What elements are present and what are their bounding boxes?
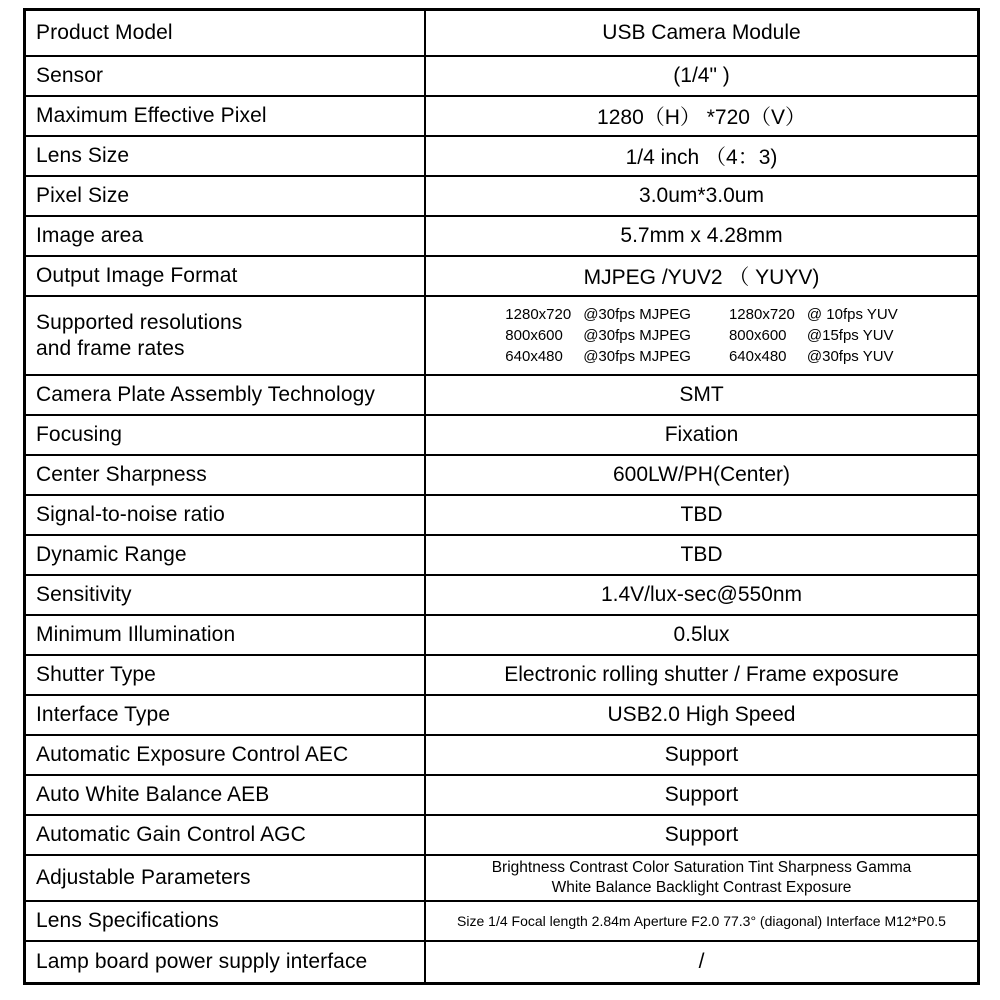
row-value-text: Support	[664, 823, 739, 846]
row-value-line: White Balance Backlight Contrast Exposure	[551, 879, 852, 896]
row-value-text: TBD	[680, 503, 723, 526]
row-label-text: Image area	[36, 224, 144, 248]
row-value	[426, 856, 977, 900]
row-value-text: SMT	[679, 383, 724, 406]
row-label	[26, 616, 426, 654]
row-label	[26, 536, 426, 574]
row-label-text: Sensor	[36, 64, 104, 88]
framerate-format-value: @30fps YUV	[806, 347, 894, 365]
row-value	[426, 137, 977, 175]
table-row	[26, 902, 977, 942]
table-row	[26, 177, 977, 217]
framerate-format-value: @ 10fps YUV	[806, 305, 898, 323]
row-value	[426, 456, 977, 494]
row-label-text: Lens Specifications	[36, 909, 219, 933]
row-value	[426, 297, 977, 374]
row-value	[426, 816, 977, 854]
row-label	[26, 496, 426, 534]
table-row	[26, 656, 977, 696]
row-value	[426, 217, 977, 255]
table-row	[26, 257, 977, 297]
framerate-format-value: @30fps MJPEG	[583, 326, 691, 344]
table-row	[26, 376, 977, 416]
row-label-text: Automatic Gain Control AGC	[36, 823, 306, 847]
row-label-text: Lamp board power supply interface	[36, 950, 368, 974]
row-label-text: Adjustable Parameters	[36, 866, 251, 890]
row-value-text: Fixation	[664, 423, 739, 446]
row-value	[426, 576, 977, 614]
row-label	[26, 736, 426, 774]
table-row	[26, 456, 977, 496]
row-value-text: (1/4" )	[673, 64, 730, 87]
table-row	[26, 856, 977, 902]
table-row	[26, 496, 977, 536]
row-value-text: 1.4V/lux-sec@550nm	[600, 583, 803, 606]
row-value-text: Electronic rolling shutter / Frame exposure	[504, 663, 899, 686]
row-value	[426, 656, 977, 694]
resolutions-yuv-group	[729, 306, 898, 366]
resolution-value: 1280x720	[505, 305, 572, 323]
row-value	[426, 496, 977, 534]
row-label-text: Minimum Illumination	[36, 623, 236, 647]
table-row	[26, 576, 977, 616]
resolution-value: 1280x720	[728, 305, 795, 323]
row-value	[426, 736, 977, 774]
row-value	[426, 536, 977, 574]
row-label	[26, 416, 426, 454]
resolutions-wrap	[430, 306, 973, 366]
row-value	[426, 57, 977, 95]
row-label	[26, 97, 426, 135]
framerate-format-value: @30fps MJPEG	[583, 305, 691, 323]
table-row	[26, 137, 977, 177]
table-row	[26, 536, 977, 576]
row-label	[26, 57, 426, 95]
row-label	[26, 456, 426, 494]
table-row	[26, 942, 977, 982]
row-label	[26, 217, 426, 255]
spec-table	[23, 8, 980, 985]
row-value	[426, 902, 977, 940]
row-value-text: Size 1/4 Focal length 2.84m Aperture F2.0 77.3° (diagonal) Interface M12*P0.5	[457, 913, 946, 929]
row-value	[426, 696, 977, 734]
row-label	[26, 856, 426, 900]
row-value	[426, 177, 977, 215]
row-value	[426, 257, 977, 295]
row-value-text: Support	[664, 743, 739, 766]
row-label-line: Supported resolutions	[36, 310, 243, 334]
row-value-text: /	[698, 950, 705, 973]
row-value-text: 600LW/PH(Center)	[612, 463, 790, 486]
row-value	[426, 11, 977, 55]
row-label	[26, 942, 426, 982]
row-value-text: TBD	[680, 543, 723, 566]
row-label-text: Lens Size	[36, 144, 130, 168]
row-label-text: Output Image Format	[36, 264, 238, 288]
row-label	[26, 696, 426, 734]
row-label	[26, 177, 426, 215]
row-label	[26, 816, 426, 854]
row-label-text: Auto White Balance AEB	[36, 783, 270, 807]
row-value-text: 0.5lux	[673, 623, 730, 646]
resolution-value: 640x480	[728, 347, 787, 365]
row-value	[426, 616, 977, 654]
row-value-text: MJPEG /YUV2 （ YUYV)	[583, 266, 820, 289]
row-value	[426, 776, 977, 814]
table-row	[26, 11, 977, 57]
row-label-text: Dynamic Range	[36, 543, 187, 567]
resolution-value: 800x600	[505, 326, 563, 344]
row-value-line: Brightness Contrast Color Saturation Tint Sharpness Gamma	[491, 858, 912, 876]
table-row	[26, 696, 977, 736]
row-label-text: Camera Plate Assembly Technology	[36, 383, 375, 407]
row-label	[26, 576, 426, 614]
row-label-text: Interface Type	[36, 703, 171, 727]
row-label-text: Maximum Effective Pixel	[36, 104, 267, 128]
resolution-value: 640x480	[505, 347, 563, 365]
row-label	[26, 902, 426, 940]
row-value-text: Support	[664, 783, 739, 806]
row-value-text: 1280（H） *720（V）	[597, 106, 806, 129]
row-label	[26, 656, 426, 694]
table-row	[26, 816, 977, 856]
row-label-line: and frame rates	[36, 336, 185, 360]
row-label-text: Sensitivity	[36, 583, 132, 607]
row-label	[26, 776, 426, 814]
row-label-text: Product Model	[36, 21, 173, 45]
table-row	[26, 297, 977, 376]
row-label-text: Signal-to-noise ratio	[36, 503, 225, 527]
row-label	[26, 257, 426, 295]
row-label	[26, 376, 426, 414]
row-value	[426, 376, 977, 414]
framerate-format-value: @30fps MJPEG	[583, 347, 691, 365]
row-label	[26, 137, 426, 175]
row-value-text: 5.7mm x 4.28mm	[620, 224, 783, 247]
row-value-text: 1/4 inch （4：3)	[625, 146, 778, 169]
resolution-value: 800x600	[728, 326, 787, 344]
row-label-text: Automatic Exposure Control AEC	[36, 743, 349, 767]
row-label-text: Focusing	[36, 423, 123, 447]
resolutions-mjpeg-group	[505, 306, 691, 366]
row-value-text: USB2.0 High Speed	[607, 703, 796, 726]
row-value	[426, 942, 977, 982]
row-label	[26, 297, 426, 374]
row-value-text: 3.0um*3.0um	[639, 184, 764, 207]
table-row	[26, 57, 977, 97]
row-value	[426, 97, 977, 135]
table-row	[26, 776, 977, 816]
table-row	[26, 97, 977, 137]
framerate-format-value: @15fps YUV	[806, 326, 894, 344]
row-label-text: Center Sharpness	[36, 463, 207, 487]
row-value-text: USB Camera Module	[602, 21, 801, 44]
row-label-text: Pixel Size	[36, 184, 130, 208]
row-label-text: Shutter Type	[36, 663, 156, 687]
table-row	[26, 616, 977, 656]
row-value	[426, 416, 977, 454]
table-row	[26, 736, 977, 776]
row-label	[26, 11, 426, 55]
table-row	[26, 416, 977, 456]
table-row	[26, 217, 977, 257]
